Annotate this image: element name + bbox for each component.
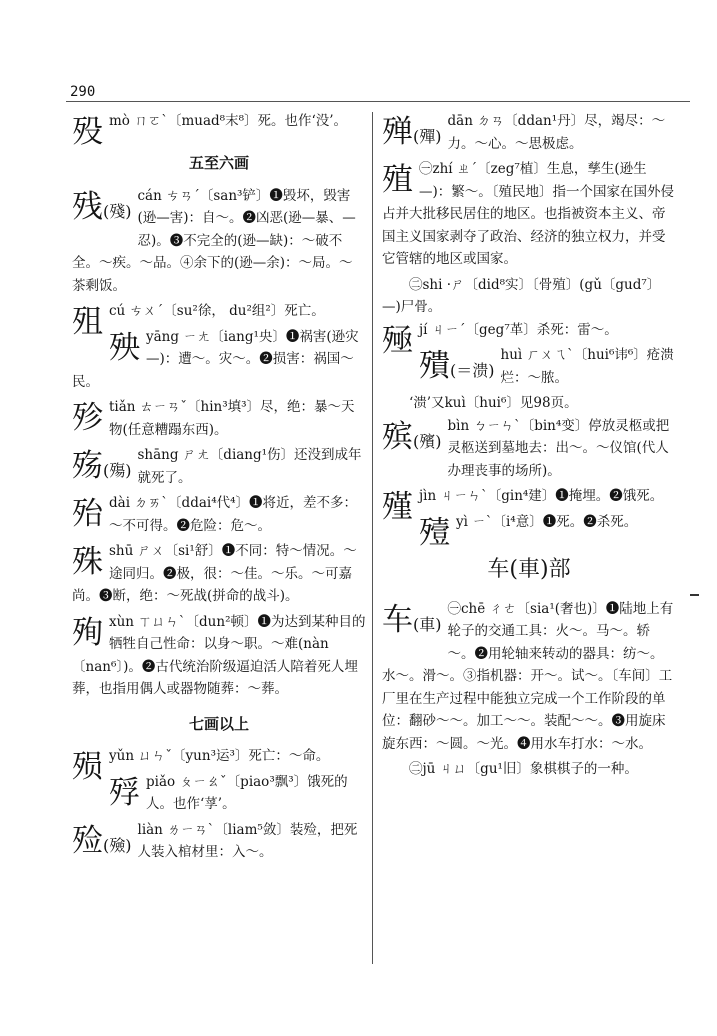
headword: 殍 <box>109 774 140 811</box>
headword: 殛 <box>382 322 413 359</box>
entry-text: yāng ㄧㄤ〔iang¹央〕❶祸害(逊灾—)：遭～。灾～。❷损害：祸国～民。 <box>72 328 359 390</box>
headword: 殂 <box>72 304 103 340</box>
headword: 殇(殤) <box>72 448 132 484</box>
entry-text: shū ㄕㄨ〔si¹舒〕❶不同：特～情况。～途同归。❷极，很：～佳。～乐。～可嘉尚。❸断，绝：～死战(拼命的战斗)。 <box>72 543 357 604</box>
dictionary-entry <box>382 110 676 155</box>
dictionary-entry <box>72 300 366 340</box>
dictionary-entry <box>72 611 366 701</box>
margin-mark <box>690 594 699 596</box>
entry-text: tiǎn ㄊㄧㄢˇ〔hin³填³〕尽，绝：暴～天物(任意糟蹋东西)。 <box>109 399 355 438</box>
dictionary-entry <box>72 819 366 864</box>
headword: 殃 <box>109 329 140 366</box>
headword: 殖 <box>382 162 413 198</box>
dictionary-entry <box>72 444 366 489</box>
headword: 殆 <box>72 496 103 532</box>
headword: 殁 <box>72 114 103 150</box>
headword: 殨(＝溃) <box>419 348 495 384</box>
entry-text: jìn ㄐㄧㄣˋ〔gin⁴建〕❶掩埋。❷饿死。 <box>419 488 664 504</box>
headword: 殓(殮) <box>72 822 132 859</box>
sub-sense: ‘溃’又kuì〔hui⁶〕见98页。 <box>409 395 578 411</box>
page-number: 290 <box>70 84 96 100</box>
dictionary-entry <box>382 415 676 483</box>
headword: 殊 <box>72 544 103 580</box>
entry-text: bìn ㄅㄧㄣˋ〔bin⁴变〕停放灵柩或把灵柩送到墓地去：出～。～仪馆(代人办理丧事的场所)。 <box>447 417 670 479</box>
headword: 殄 <box>72 400 103 436</box>
entry-text: xùn ㄒㄩㄣˋ〔dun²顿〕❶为达到某种目的牺牲自己性命：以身～职。～难(nàn〔nan⁶〕)。❷古代统治阶级逼迫活人陪着死人埋葬，也指用偶人或器物随葬：～葬。 <box>72 613 366 697</box>
entry-text: yǔn ㄩㄣˇ〔yun³运³〕死亡：～命。 <box>109 748 330 764</box>
headword: 殣 <box>382 489 413 525</box>
section-heading: 五至六画 <box>188 154 249 172</box>
dictionary-entry <box>72 110 366 150</box>
entry-text: cú ㄘㄨˊ〔su²徐， du²组²〕死亡。 <box>109 303 325 319</box>
header-rule <box>66 101 690 102</box>
dictionary-entry <box>72 396 366 441</box>
entry-text: yì ㄧˋ〔i⁴意〕❶死。❷杀死。 <box>456 513 638 530</box>
section-heading: 七画以上 <box>188 714 249 733</box>
dictionary-entry <box>382 158 676 271</box>
dictionary-entry <box>382 598 676 756</box>
sub-sense: ㊁jū ㄐㄩ〔gu¹旧〕象棋棋子的一种。 <box>409 761 638 777</box>
entry-text: jí ㄐㄧˊ〔geg⁷革〕杀死：雷～。 <box>419 321 618 338</box>
dictionary-entry <box>72 326 366 394</box>
dictionary-entry <box>382 319 676 359</box>
dictionary-entry <box>72 540 366 608</box>
entry-text: piǎo ㄆㄧㄠˇ〔piao³飘³〕饿死的人。也作‘莩’。 <box>146 773 348 812</box>
entry-text: shāng ㄕㄤ〔diang¹伤〕还没到成年就死了。 <box>137 447 362 486</box>
radical-section-heading: 车(車)部 <box>487 557 571 582</box>
headword: 残(殘) <box>72 188 132 225</box>
dictionary-entry <box>72 492 366 537</box>
entry-text: cán ㄘㄢˊ〔san³铲〕❶毁坏，毁害(逊—害)：自～。❷凶恶(逊—暴、—忍)。❸不完全的(逊—缺)：～破不全。～疾。～品。④余下的(逊—余)：～局。～茶剩饭。 <box>72 187 356 294</box>
left-column <box>72 110 366 867</box>
dictionary-entry <box>72 745 366 785</box>
entry-text: dài ㄉㄞˋ〔ddai⁴代⁴〕❶将近，差不多：～不可得。❷危险：危～。 <box>109 495 358 534</box>
entry-text: dān ㄉㄢ〔ddan¹丹〕尽，竭尽：～力。～心。～思极虑。 <box>447 113 666 152</box>
entry-text: ㊀zhí ㄓˊ〔zeg⁷植〕生息，孳生(逊生—)：繁～。〔殖民地〕指一个国家在国外侵占并大批移民居住的地区。也指被资本主义、帝国主义国家剥夺了政治、经济的独立权力，并受它管辖的地区或国家。 <box>382 161 675 267</box>
dictionary-entry <box>382 511 676 551</box>
dictionary-entry <box>72 771 366 816</box>
sub-sense: ㊁shi ·ㄕ〔did⁸实〕〔骨殖〕(gǔ〔gud⁷〕—)尸骨。 <box>382 276 661 315</box>
headword: 车(車) <box>382 601 442 638</box>
headword: 殪 <box>419 514 450 551</box>
headword: 殡(殯) <box>382 418 442 455</box>
entry-text: huì ㄏㄨㄟˋ〔hui⁶讳⁶〕疮溃烂：～脓。 <box>500 347 674 386</box>
headword: 殒 <box>72 749 103 785</box>
entry-text: liàn ㄌㄧㄢˋ〔liam⁵敛〕装殓，把死人装入棺材里：入～。 <box>137 821 358 860</box>
headword: 殚(殫) <box>382 114 442 150</box>
entry-text: mò ㄇㄛˋ〔muad⁸末⁸〕死。也作‘没’。 <box>109 113 348 129</box>
right-column <box>382 110 676 781</box>
headword: 殉 <box>72 614 103 651</box>
entry-text: ㊀chē ㄔㄜ〔sia¹(奢也)〕❶陆地上有轮子的交通工具：火～。马～。轿～。❷用轮轴来转动的器具：纺～。水～。滑～。③指机器：开～。试～。〔车间〕工厂里在生产过程中能独立完成一个工作阶段的单位：翻砂～～。加工～～。装配～～。❸用旋床旋东西：～圆。～光。❹用水车打水：～水。 <box>382 600 674 752</box>
dictionary-entry <box>382 344 676 389</box>
dictionary-entry <box>72 185 366 298</box>
column-divider <box>372 112 373 964</box>
